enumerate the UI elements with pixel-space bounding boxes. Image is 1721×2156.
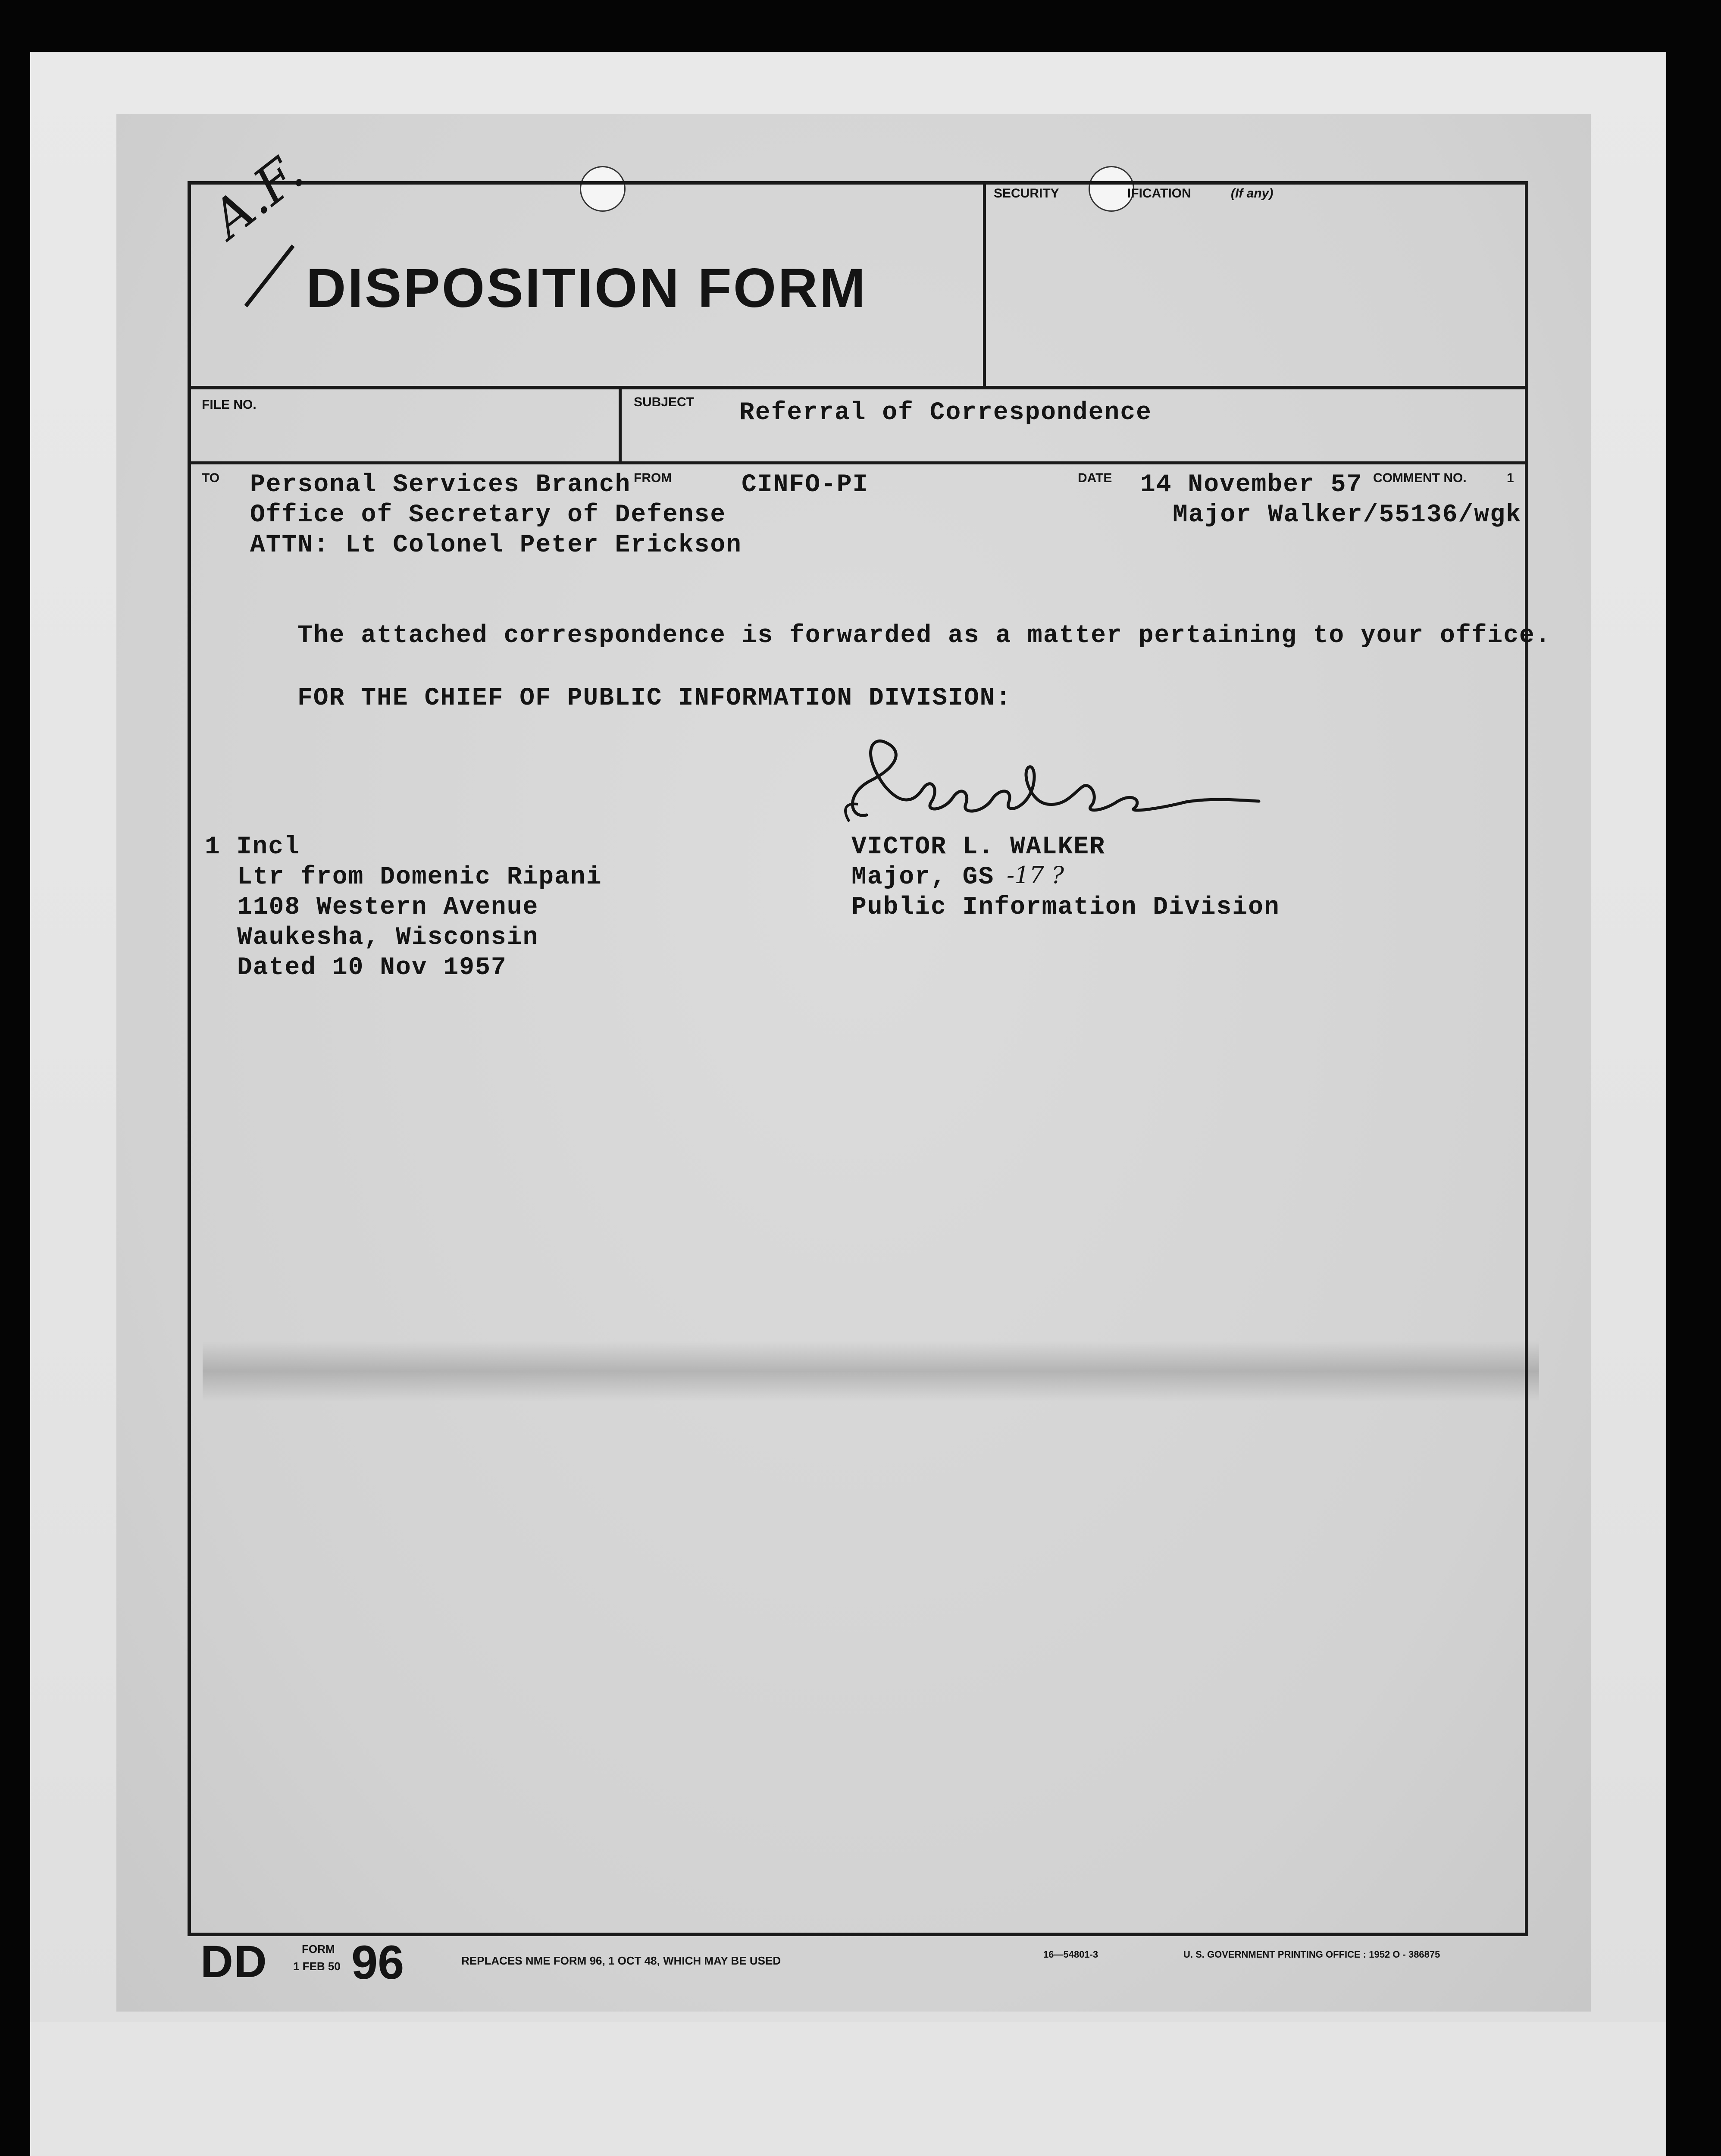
signature-scribble	[832, 716, 1272, 845]
subject-value: Referral of Correspondence	[739, 399, 1152, 427]
header-bottom-rule	[188, 386, 1528, 389]
handwritten-slash	[241, 241, 297, 310]
for-line: FOR THE CHIEF OF PUBLIC INFORMATION DIVISION:	[297, 684, 1012, 712]
enclosure-line-4: Waukesha, Wisconsin	[237, 924, 539, 952]
footer-stock-number: 16—54801-3	[1043, 1949, 1098, 1960]
signer-rank-handwritten: -17 ?	[1007, 862, 1064, 889]
signer-rank: Major, GS	[851, 863, 995, 891]
from-value: CINFO-PI	[742, 471, 869, 499]
footer-dd: DD	[200, 1937, 268, 1987]
form-title: DISPOSITION FORM	[306, 257, 867, 319]
to-line-3: ATTN: Lt Colonel Peter Erickson	[250, 531, 742, 559]
file-subject-divider	[619, 388, 622, 464]
footer-printer-line: U. S. GOVERNMENT PRINTING OFFICE : 1952 O - 386875	[1183, 1949, 1440, 1960]
mount-bottom	[30, 2022, 1666, 2156]
handwritten-mark: A.F.	[200, 142, 315, 250]
signer-division: Public Information Division	[851, 893, 1280, 921]
comment-label: COMMENT NO.	[1373, 471, 1467, 485]
enclosure-line-2: Ltr from Domenic Ripani	[237, 863, 602, 891]
footer-replaces-note: REPLACES NME FORM 96, 1 OCT 48, WHICH MAY BE USED	[461, 1954, 781, 1967]
date-label: DATE	[1078, 471, 1112, 485]
body-paragraph: The attached correspondence is forwarded as a matter pertaining to your office.	[297, 622, 1551, 650]
subject-label: SUBJECT	[634, 395, 695, 409]
classification-label: IFICATION	[1127, 186, 1191, 201]
header-divider	[983, 181, 986, 388]
to-line-2: Office of Secretary of Defense	[250, 501, 726, 529]
classification-hint: (If any)	[1231, 186, 1274, 201]
author-reference: Major Walker/55136/wgk	[1173, 501, 1522, 529]
comment-value: 1	[1507, 471, 1514, 485]
file-no-label: FILE NO.	[202, 398, 257, 412]
from-label: FROM	[634, 471, 672, 485]
footer-form-date: 1 FEB 50	[293, 1960, 341, 1973]
security-label: SECURITY	[994, 186, 1059, 201]
enclosure-line-1: 1 Incl	[205, 833, 300, 861]
to-label: TO	[202, 471, 220, 485]
enclosure-line-5: Dated 10 Nov 1957	[237, 954, 507, 982]
footer-form-word: FORM	[302, 1943, 335, 1955]
subject-bottom-rule	[188, 461, 1528, 464]
form-frame	[188, 181, 1528, 1936]
date-value: 14 November 57	[1140, 471, 1363, 499]
enclosure-line-3: 1108 Western Avenue	[237, 893, 539, 921]
footer-form-number: 96	[351, 1936, 404, 1989]
to-line-1: Personal Services Branch	[250, 471, 631, 499]
signer-name: VICTOR L. WALKER	[851, 833, 1105, 861]
